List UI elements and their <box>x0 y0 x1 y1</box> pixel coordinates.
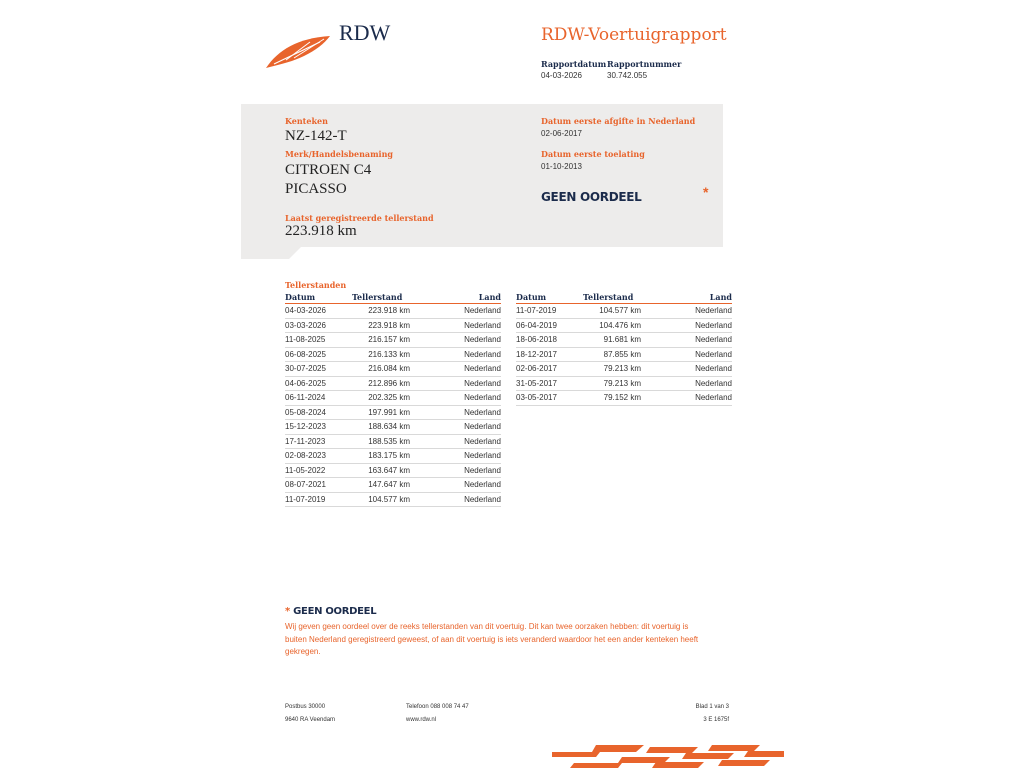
footer-page: Blad 1 van 3 <box>695 704 729 710</box>
cell-date: 11-07-2019 <box>516 304 580 319</box>
cell-date: 06-11-2024 <box>285 391 349 406</box>
table-row <box>285 376 501 391</box>
cell-date: 04-03-2026 <box>285 304 349 319</box>
rdw-logo-icon <box>264 30 332 70</box>
cell-date: 31-05-2017 <box>516 376 580 391</box>
verdict-badge: GEEN OORDEEL <box>541 190 642 204</box>
footnote-title <box>285 606 376 617</box>
odometer-title: Tellerstanden <box>285 280 347 290</box>
cell-date: 17-11-2023 <box>285 434 349 449</box>
cell-km: 104.577 km <box>580 304 641 319</box>
report-date-label: Rapportdatum <box>541 59 607 69</box>
make-line1: CITROEN C4 <box>285 162 372 178</box>
cell-country: Nederland <box>641 333 732 348</box>
table-row <box>516 333 732 348</box>
cell-date: 05-08-2024 <box>285 405 349 420</box>
cell-country: Nederland <box>410 391 501 406</box>
table-row <box>285 478 501 493</box>
table-row <box>516 376 732 391</box>
cell-km: 163.647 km <box>349 463 410 478</box>
cell-country: Nederland <box>410 333 501 348</box>
first-admission-value: 01-10-2013 <box>541 162 582 171</box>
footer-address-line2: 9640 RA Veendam <box>285 717 336 723</box>
cell-date: 30-07-2025 <box>285 362 349 377</box>
col-header-date: Datum <box>516 292 580 304</box>
cell-km: 104.476 km <box>580 318 641 333</box>
cell-date: 11-05-2022 <box>285 463 349 478</box>
cell-country: Nederland <box>410 492 501 507</box>
table-row <box>285 333 501 348</box>
cell-km: 216.084 km <box>349 362 410 377</box>
cell-country: Nederland <box>641 347 732 362</box>
table-row <box>285 449 501 464</box>
cell-km: 87.855 km <box>580 347 641 362</box>
last-odometer-label: Laatst geregistreerde tellerstand <box>285 213 434 223</box>
footer-website[interactable]: www.rdw.nl <box>406 717 437 723</box>
cell-km: 183.175 km <box>349 449 410 464</box>
col-header-date: Datum <box>285 292 349 304</box>
cell-country: Nederland <box>641 304 732 319</box>
cell-date: 15-12-2023 <box>285 420 349 435</box>
cell-date: 06-08-2025 <box>285 347 349 362</box>
cell-country: Nederland <box>641 362 732 377</box>
cell-country: Nederland <box>410 434 501 449</box>
odometer-table-right <box>516 292 732 406</box>
cell-country: Nederland <box>410 478 501 493</box>
cell-km: 216.133 km <box>349 347 410 362</box>
plate-label: Kenteken <box>285 116 328 126</box>
report-date: 04-03-2026 <box>541 71 582 80</box>
first-nl-label: Datum eerste afgifte in Nederland <box>541 116 696 126</box>
report-number-label: Rapportnummer <box>607 59 682 69</box>
footer-phone: Telefoon 088 008 74 47 <box>406 704 469 710</box>
org-name: RDW <box>339 20 391 45</box>
cell-country: Nederland <box>410 347 501 362</box>
table-row <box>516 347 732 362</box>
cell-date: 03-05-2017 <box>516 391 580 406</box>
footnote-text: Wij geven geen oordeel over de reeks tellerstanden van dit voertuig. Dit kan twee oorzaken hebben: dit voertuig is buiten Nederland geregistreerd geweest, of aan dit voertuig is iets veranderd waardoor het een ander kenteken heeft gekregen. <box>285 622 699 657</box>
panel-tab-decoration <box>241 247 301 259</box>
report-number: 30.742.055 <box>607 71 648 80</box>
table-row <box>285 391 501 406</box>
cell-km: 223.918 km <box>349 304 410 319</box>
table-row <box>285 492 501 507</box>
cell-km: 212.896 km <box>349 376 410 391</box>
footer-code: 3 E 1675f <box>703 717 729 723</box>
cell-km: 188.634 km <box>349 420 410 435</box>
table-row <box>516 318 732 333</box>
cell-country: Nederland <box>410 420 501 435</box>
table-row <box>285 362 501 377</box>
cell-km: 147.647 km <box>349 478 410 493</box>
cell-date: 08-07-2021 <box>285 478 349 493</box>
cell-date: 02-08-2023 <box>285 449 349 464</box>
table-row <box>516 362 732 377</box>
odometer-table-left <box>285 292 501 507</box>
first-nl-value: 02-06-2017 <box>541 129 582 138</box>
report-title: RDW-Voertuigrapport <box>541 25 727 45</box>
table-row <box>285 463 501 478</box>
cell-date: 18-06-2018 <box>516 333 580 348</box>
cell-km: 197.991 km <box>349 405 410 420</box>
table-row <box>516 391 732 406</box>
verdict-star: * <box>703 184 709 200</box>
table-row <box>285 420 501 435</box>
footnote-star: * <box>285 606 290 617</box>
cell-country: Nederland <box>410 362 501 377</box>
cell-country: Nederland <box>641 391 732 406</box>
cell-country: Nederland <box>641 318 732 333</box>
cell-country: Nederland <box>410 318 501 333</box>
cell-country: Nederland <box>410 376 501 391</box>
first-admission-label: Datum eerste toelating <box>541 149 645 159</box>
col-header-country: Land <box>410 292 501 304</box>
cell-date: 11-08-2025 <box>285 333 349 348</box>
cell-date: 03-03-2026 <box>285 318 349 333</box>
plate-value: NZ-142-T <box>285 128 347 144</box>
cell-km: 104.577 km <box>349 492 410 507</box>
table-row <box>285 434 501 449</box>
cell-country: Nederland <box>410 304 501 319</box>
footnote-title-text: GEEN OORDEEL <box>293 606 377 617</box>
col-header-country: Land <box>641 292 732 304</box>
cell-date: 04-06-2025 <box>285 376 349 391</box>
cell-km: 202.325 km <box>349 391 410 406</box>
cell-date: 11-07-2019 <box>285 492 349 507</box>
cell-km: 91.681 km <box>580 333 641 348</box>
cell-country: Nederland <box>410 449 501 464</box>
cell-km: 216.157 km <box>349 333 410 348</box>
make-line2: PICASSO <box>285 181 347 197</box>
table-row <box>285 318 501 333</box>
cell-country: Nederland <box>641 376 732 391</box>
cell-date: 02-06-2017 <box>516 362 580 377</box>
col-header-km: Tellerstand <box>349 292 410 304</box>
table-row <box>285 347 501 362</box>
footer-address-line1: Postbus 30000 <box>285 704 326 710</box>
cell-km: 79.213 km <box>580 362 641 377</box>
table-row <box>285 304 501 319</box>
col-header-km: Tellerstand <box>580 292 641 304</box>
last-odometer-value: 223.918 km <box>285 223 357 239</box>
table-row <box>516 304 732 319</box>
cell-country: Nederland <box>410 463 501 478</box>
cell-date: 06-04-2019 <box>516 318 580 333</box>
cell-km: 79.152 km <box>580 391 641 406</box>
cell-km: 223.918 km <box>349 318 410 333</box>
cell-country: Nederland <box>410 405 501 420</box>
table-row <box>285 405 501 420</box>
make-label: Merk/Handelsbenaming <box>285 149 394 159</box>
rdw-stripes-graphic <box>552 743 784 768</box>
cell-date: 18-12-2017 <box>516 347 580 362</box>
cell-km: 79.213 km <box>580 376 641 391</box>
cell-km: 188.535 km <box>349 434 410 449</box>
